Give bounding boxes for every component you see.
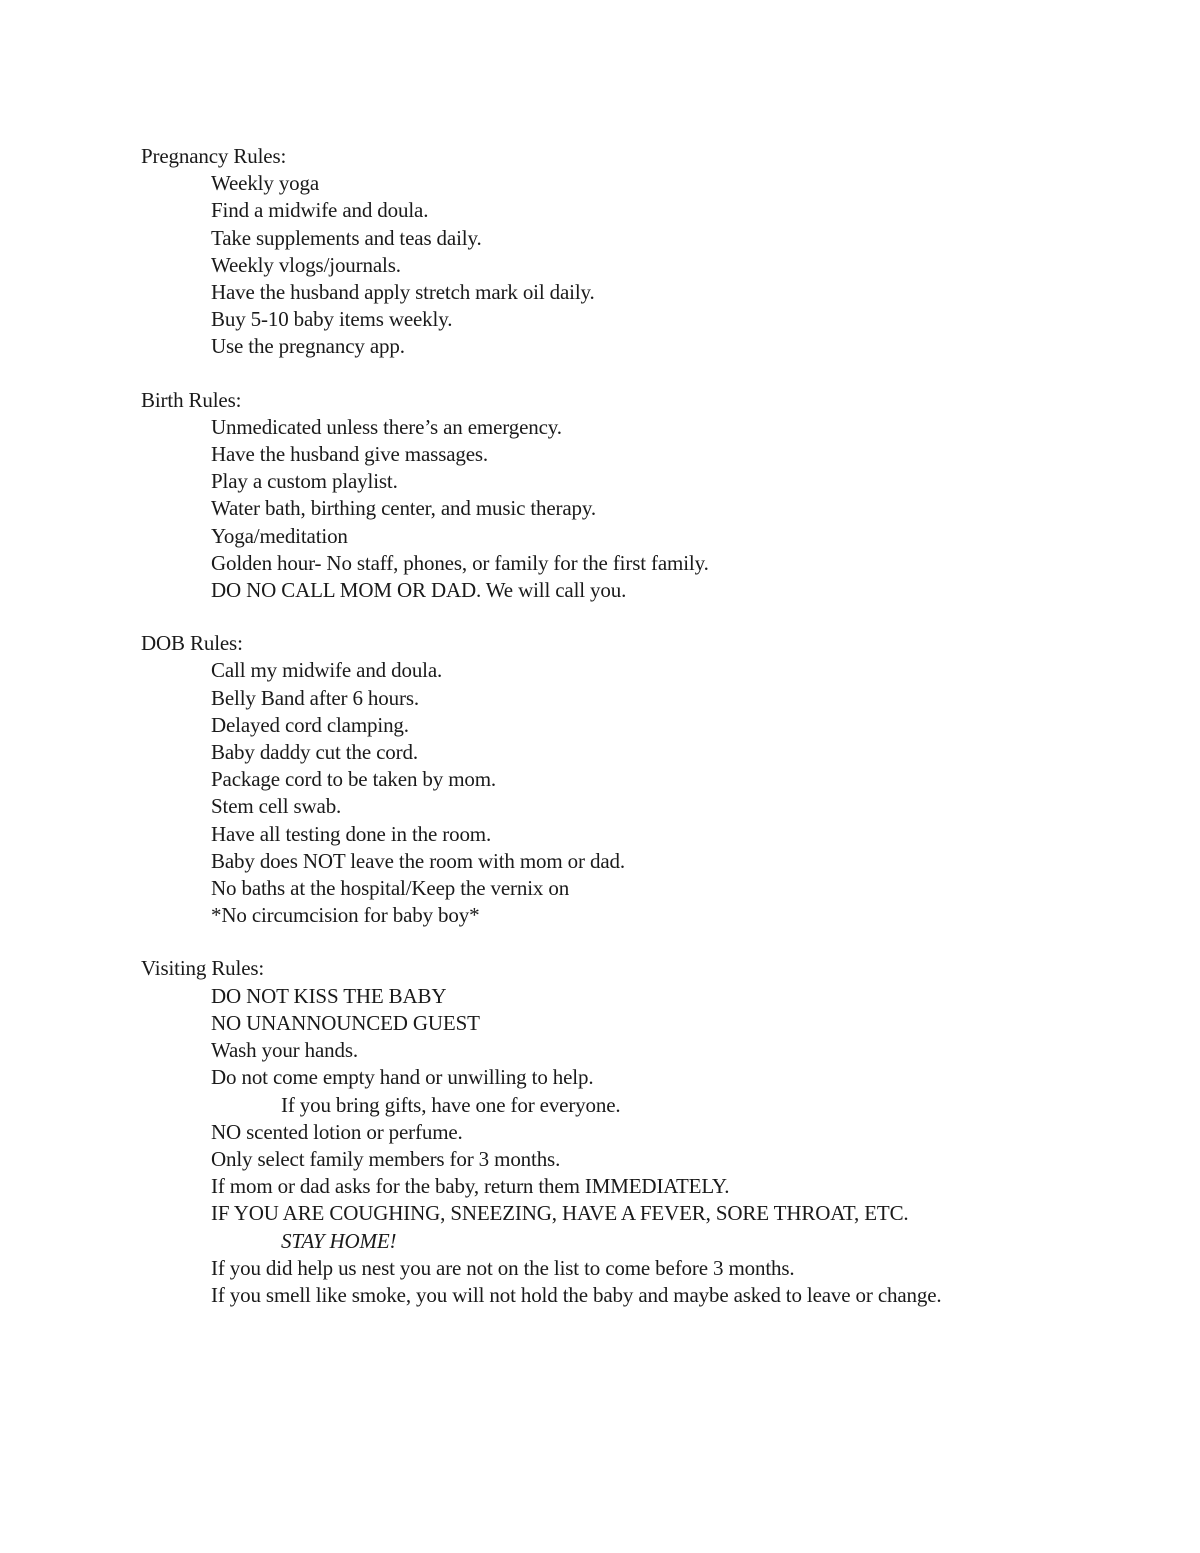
rule-item: Call my midwife and doula. [211, 658, 443, 683]
rule-item: Do not come empty hand or unwilling to help. [211, 1065, 594, 1090]
rule-item: Yoga/meditation [211, 523, 348, 548]
rule-item: Use the pregnancy app. [211, 334, 405, 359]
rule-item: DO NO CALL MOM OR DAD. We will call you. [211, 578, 627, 603]
section-visiting-rules [141, 955, 1141, 1309]
rule-item: Buy 5-10 baby items weekly. [211, 307, 453, 332]
rule-item: NO UNANNOUNCED GUEST [211, 1010, 480, 1035]
rule-item: Weekly yoga [211, 171, 320, 196]
section-dob-rules [141, 630, 1141, 929]
rule-item: Find a midwife and doula. [211, 198, 429, 223]
section-heading: Visiting Rules: [141, 956, 265, 981]
rule-item: NO scented lotion or perfume. [211, 1119, 463, 1144]
rule-item: *No circumcision for baby boy* [211, 903, 480, 928]
section-pregnancy-rules [141, 143, 1141, 361]
document-body [141, 143, 1141, 1335]
rule-item: Have the husband give massages. [211, 442, 489, 467]
rule-item: If mom or dad asks for the baby, return them IMMEDIATELY. [211, 1174, 730, 1199]
section-birth-rules [141, 387, 1141, 605]
rule-item: Have all testing done in the room. [211, 821, 492, 846]
section-heading: Birth Rules: [141, 387, 242, 412]
rule-item: Baby daddy cut the cord. [211, 740, 418, 765]
rule-item: If you smell like smoke, you will not hold the baby and maybe asked to leave or change. [211, 1282, 942, 1307]
rule-item: Belly Band after 6 hours. [211, 685, 419, 710]
rule-item: Golden hour- No staff, phones, or family for the first family. [211, 550, 709, 575]
rule-list [141, 983, 1141, 1309]
rule-item: Unmedicated unless there’s an emergency. [211, 414, 562, 439]
rule-item: Water bath, birthing center, and music therapy. [211, 496, 596, 521]
rule-item: If you did help us nest you are not on the list to come before 3 months. [211, 1255, 795, 1280]
rule-item: Stem cell swab. [211, 794, 342, 819]
rule-item: Have the husband apply stretch mark oil daily. [211, 280, 595, 305]
rule-item: IF YOU ARE COUGHING, SNEEZING, HAVE A FEVER, SORE THROAT, ETC. [211, 1201, 909, 1226]
rule-item: Delayed cord clamping. [211, 712, 409, 737]
rule-item: Package cord to be taken by mom. [211, 767, 497, 792]
rule-item: Baby does NOT leave the room with mom or dad. [211, 848, 625, 873]
rule-item: Play a custom playlist. [211, 469, 398, 494]
rule-list [141, 170, 1141, 360]
rule-item: Only select family members for 3 months. [211, 1146, 561, 1171]
rule-item: DO NOT KISS THE BABY [211, 983, 447, 1008]
section-heading: Pregnancy Rules: [141, 144, 287, 168]
sub-rule-item: STAY HOME! [281, 1228, 397, 1253]
rule-list [141, 414, 1141, 604]
rule-item: Take supplements and teas daily. [211, 225, 482, 250]
rule-item: Wash your hands. [211, 1038, 358, 1063]
rule-list [141, 657, 1141, 929]
section-heading: DOB Rules: [141, 631, 243, 656]
sub-rule-item: If you bring gifts, have one for everyone. [281, 1092, 621, 1117]
rule-item: No baths at the hospital/Keep the vernix on [211, 876, 570, 901]
rule-item: Weekly vlogs/journals. [211, 252, 401, 277]
